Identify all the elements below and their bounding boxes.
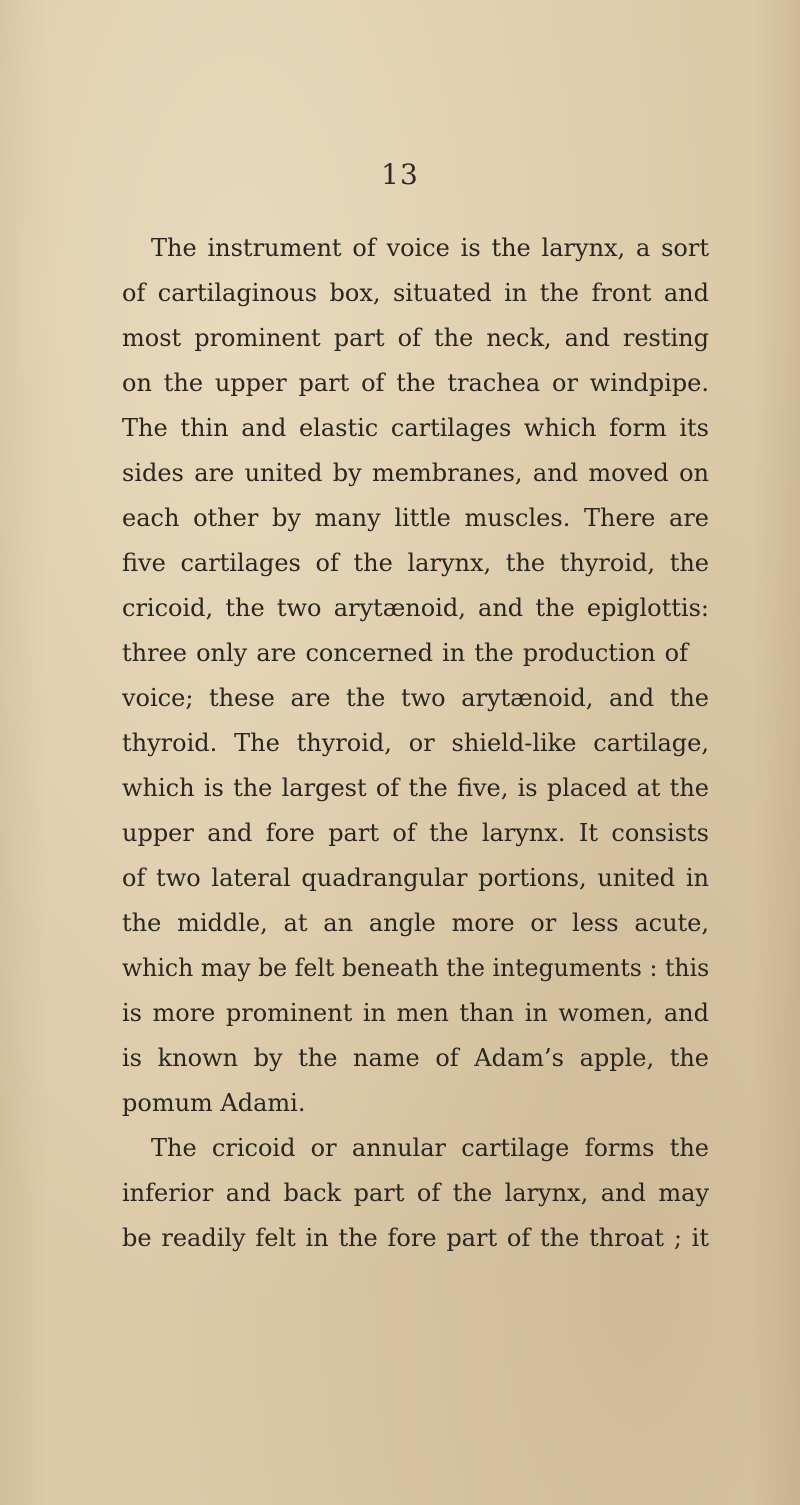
text-line: be readily felt in the fore part of the throat ; it [122, 1224, 709, 1252]
text-line: three only are concerned in the production of [122, 639, 688, 667]
text-line: upper and fore part of the larynx. It consists [122, 819, 709, 847]
text-line: each other by many little muscles. There are [122, 504, 709, 532]
text-line: of cartilaginous box, situated in the front and [122, 279, 709, 307]
text-line: the middle, at an angle more or less acute, [122, 909, 709, 937]
text-line: inferior and back part of the larynx, and may [122, 1179, 709, 1207]
text-line: voice; these are the two arytænoid, and the [122, 684, 709, 712]
text-line: thyroid. The thyroid, or shield-like cartilage, [122, 729, 709, 757]
text-line: which is the largest of the five, is placed at the [122, 774, 709, 802]
text-line: The cricoid or annular cartilage forms the [151, 1134, 709, 1162]
text-line: most prominent part of the neck, and resting [122, 324, 709, 352]
text-line: is known by the name of Adam’s apple, the [122, 1044, 709, 1072]
text-line: pomum Adami. [122, 1089, 306, 1117]
text-line: The thin and elastic cartilages which form its [122, 414, 709, 442]
text-line: The instrument of voice is the larynx, a sort [151, 234, 709, 262]
text-line: cricoid, the two arytænoid, and the epiglottis: [122, 594, 709, 622]
text-line: sides are united by membranes, and moved on [122, 459, 709, 487]
text-line: on the upper part of the trachea or windpipe. [122, 369, 709, 397]
text-line: of two lateral quadrangular portions, united in [122, 864, 709, 892]
text-line: five cartilages of the larynx, the thyroid, the [122, 549, 709, 577]
page-number: 13 [381, 158, 419, 191]
text-line: which may be felt beneath the integuments : this [122, 954, 710, 982]
text-line: is more prominent in men than in women, and [122, 999, 709, 1027]
